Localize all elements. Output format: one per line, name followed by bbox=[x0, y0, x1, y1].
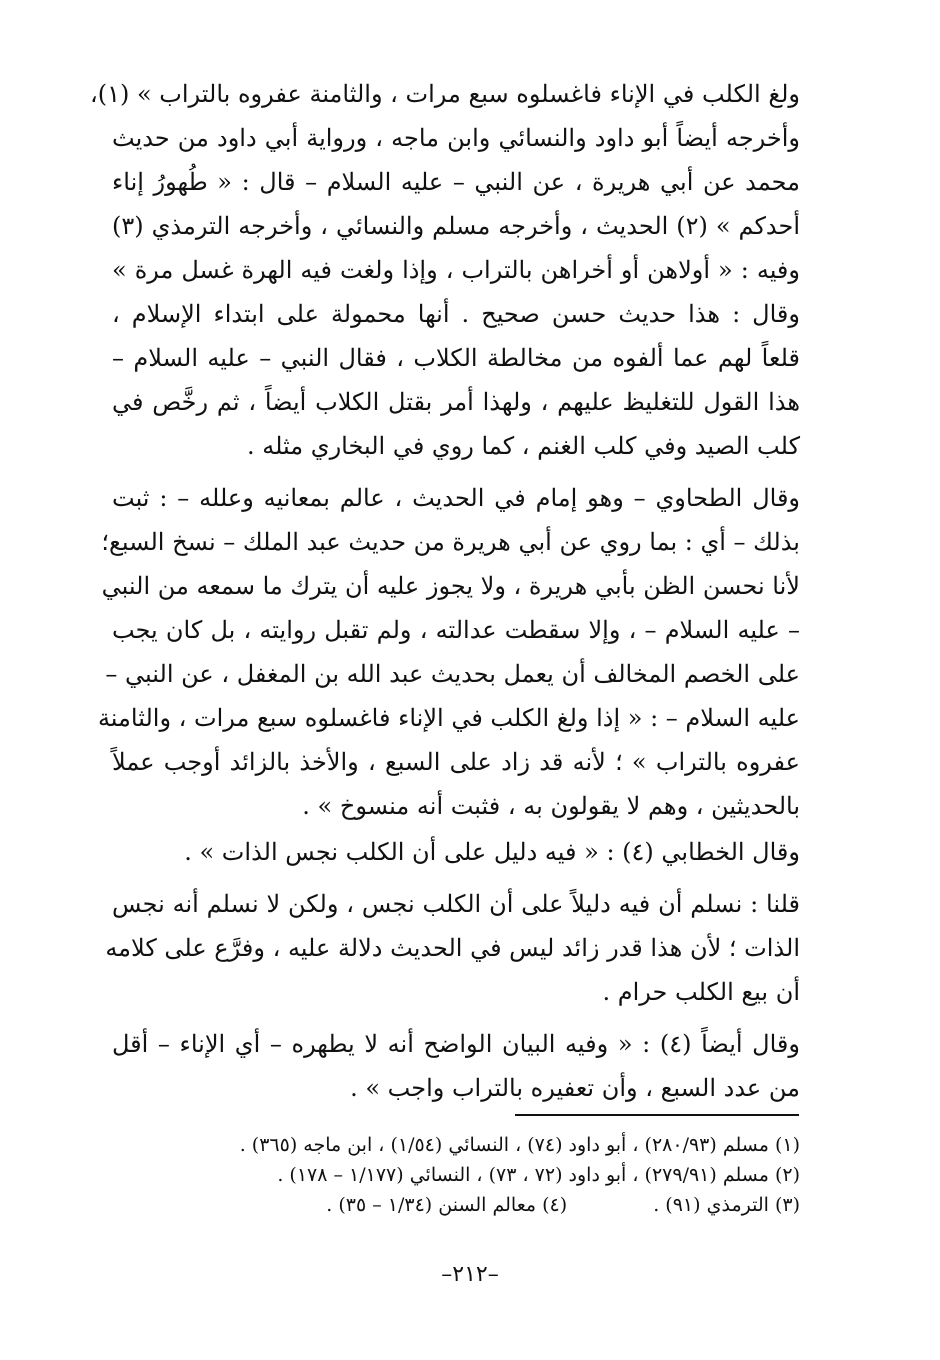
text-line: عليه السلام – : « إذا ولغ الكلب في الإناء فاغسلوه سبع مرات ، والثامنة bbox=[97, 704, 800, 732]
text-line: وأخرجه أيضاً أبو داود والنسائي وابن ماجه ، ورواية أبي داود من حديث bbox=[112, 124, 800, 152]
text-line: أن بيع الكلب حرام . bbox=[602, 978, 800, 1006]
text-line: وقال الخطابي (٤) : « فيه دليل على أن الكلب نجس الذات » . bbox=[184, 838, 800, 866]
text-line: – عليه السلام – ، وإلا سقطت عدالته ، ولم تقبل روايته ، بل كان يجب bbox=[112, 616, 800, 644]
text-line: وقال أيضاً (٤) : « وفيه البيان الواضح أنه لا يطهره – أي الإناء – أقل bbox=[112, 1030, 800, 1058]
footnote-1: (١) مسلم (٢٨٠/٩٣) ، أبو داود (٧٤) ، النسائي (١/٥٤) ، ابن ماجه (٣٦٥) . bbox=[239, 1134, 800, 1156]
text-line: لأنا نحسن الظن بأبي هريرة ، ولا يجوز عليه أن يترك ما سمعه من النبي bbox=[101, 572, 800, 600]
text-line: كلب الصيد وفي كلب الغنم ، كما روي في البخاري مثله . bbox=[246, 432, 800, 460]
text-line: محمد عن أبي هريرة ، عن النبي – عليه السلام – قال : « طُهورُ إناء bbox=[112, 168, 800, 196]
footnote-2: (٢) مسلم (٢٧٩/٩١) ، أبو داود (٧٢ ، ٧٣) ، النسائي (١/١٧٧ – ١٧٨) . bbox=[277, 1164, 800, 1186]
text-line: ولغ الكلب في الإناء فاغسلوه سبع مرات ، والثامنة عفروه بالتراب » (١)، bbox=[89, 80, 800, 108]
footnote-row-3-4 bbox=[120, 1190, 800, 1220]
page-number: –٢١٢– bbox=[441, 1262, 499, 1287]
text-line: على الخصم المخالف أن يعمل بحديث عبد الله بن المغفل ، عن النبي – bbox=[105, 660, 800, 688]
text-line: قلعاً لهم عما ألفوه من مخالطة الكلاب ، فقال النبي – عليه السلام – bbox=[112, 344, 800, 372]
text-line: من عدد السبع ، وأن تعفيره بالتراب واجب » . bbox=[350, 1074, 800, 1102]
text-line: وقال الطحاوي – وهو إمام في الحديث ، عالم بمعانيه وعلله – : ثبت bbox=[112, 484, 800, 512]
footnote-divider bbox=[515, 1114, 799, 1116]
footnote-3: (٣) الترمذي (٩١) . bbox=[653, 1194, 800, 1216]
text-line: الذات ؛ لأن هذا قدر زائد ليس في الحديث دلالة عليه ، وفرَّع على كلامه bbox=[105, 934, 800, 962]
footnotes bbox=[120, 1130, 800, 1220]
text-line: وفيه : « أولاهن أو أخراهن بالتراب ، وإذا ولغت فيه الهرة غسل مرة » bbox=[112, 256, 800, 284]
text-line: بذلك – أي : بما روي عن أبي هريرة من حديث عبد الملك – نسخ السبع؛ bbox=[101, 528, 800, 556]
text-line: بالحديثين ، وهم لا يقولون به ، فثبت أنه منسوخ » . bbox=[302, 792, 800, 820]
main-text bbox=[89, 72, 801, 1110]
footnote-4: (٤) معالم السنن (١/٣٤ – ٣٥) . bbox=[326, 1194, 568, 1216]
text-line: أحدكم » (٢) الحديث ، وأخرجه مسلم والنسائي ، وأخرجه الترمذي (٣) bbox=[112, 212, 800, 240]
text-line: عفروه بالتراب » ؛ لأنه قد زاد على السبع ، والأخذ بالزائد أوجب عملاً bbox=[112, 748, 801, 776]
text-line: هذا القول للتغليظ عليهم ، ولهذا أمر بقتل الكلاب أيضاً ، ثم رخَّص في bbox=[112, 388, 800, 416]
text-line: قلنا : نسلم أن فيه دليلاً على أن الكلب نجس ، ولكن لا نسلم أنه نجس bbox=[112, 890, 800, 918]
text-line: وقال : هذا حديث حسن صحيح . أنها محمولة على ابتداء الإسلام ، bbox=[112, 300, 800, 328]
